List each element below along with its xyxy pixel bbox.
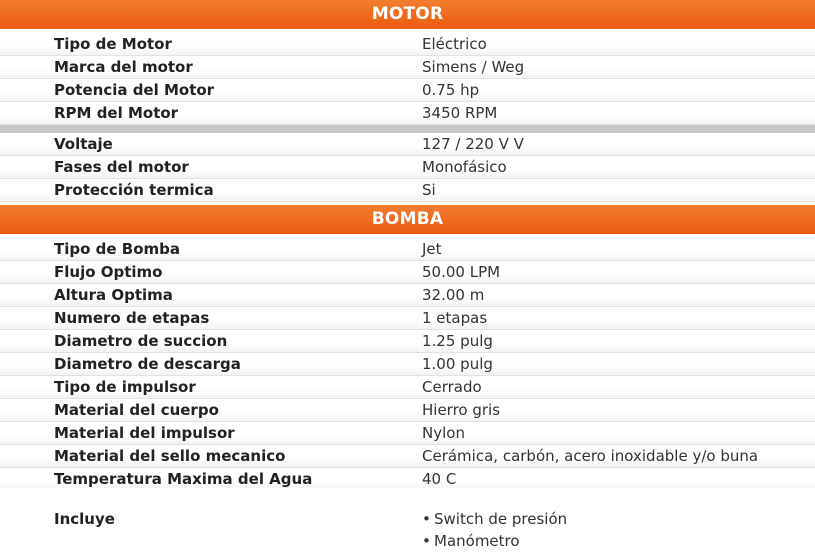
spec-label: Temperatura Maxima del Agua [54,470,313,488]
spec-label: Flujo Optimo [54,263,163,281]
spec-label: Potencia del Motor [54,81,215,99]
list-item-text: Switch de presión [434,510,568,528]
spec-value: Cerrado [422,378,482,396]
spec-row-proteccion-termica [0,179,815,202]
spec-row-tipo-de-bomba [0,238,815,261]
spec-row-material-del-impulsor [0,422,815,445]
spec-row-material-del-cuerpo [0,399,815,422]
incluye-list [422,508,567,552]
spec-value: 127 / 220 V V [422,135,524,153]
motor-section-header: MOTOR [0,0,815,29]
spec-row-tipo-de-motor [0,33,815,56]
spec-label: RPM del Motor [54,104,179,122]
spec-row-numero-de-etapas [0,307,815,330]
spec-row-flujo-optimo [0,261,815,284]
spec-value: Simens / Weg [422,58,525,76]
spec-row-potencia-del-motor [0,79,815,102]
spec-value: 1.25 pulg [422,332,493,350]
spec-label: Diametro de descarga [54,355,241,373]
spec-label: Tipo de Motor [54,35,172,53]
spec-value: 3450 RPM [422,104,498,122]
spec-value: 0.75 hp [422,81,480,99]
spec-row-diametro-de-descarga [0,353,815,376]
spec-row-altura-optima [0,284,815,307]
spec-value: Monofásico [422,158,507,176]
spec-label: Voltaje [54,135,113,153]
spec-row-fases-del-motor [0,156,815,179]
spec-value: 1 etapas [422,309,488,327]
spec-row-voltaje [0,133,815,156]
spec-label: Tipo de impulsor [54,378,196,396]
spec-label: Altura Optima [54,286,173,304]
spec-value: 32.00 m [422,286,485,304]
spec-value: 50.00 LPM [422,263,501,281]
spec-label: Marca del motor [54,58,193,76]
spec-row-rpm-del-motor [0,102,815,125]
spec-value: 1.00 pulg [422,355,493,373]
spec-label: Numero de etapas [54,309,210,327]
spec-label: Fases del motor [54,158,189,176]
spec-label: Material del impulsor [54,424,235,442]
list-item-text: Manómetro [434,532,520,550]
spec-value: Cerámica, carbón, acero inoxidable y/o buna [422,447,759,465]
section-divider [0,125,815,133]
spec-label: Protección termica [54,181,214,199]
spec-label: Material del sello mecanico [54,447,286,465]
bomba-section-header: BOMBA [0,205,815,234]
spec-row-tipo-de-impulsor [0,376,815,399]
spec-value: Nylon [422,424,465,442]
spec-value: Eléctrico [422,35,487,53]
spec-label: Tipo de Bomba [54,240,180,258]
bullet-icon: • [422,532,431,550]
spec-label: Material del cuerpo [54,401,219,419]
list-item [422,508,567,530]
spec-value: Jet [422,240,442,258]
spec-value: Hierro gris [422,401,501,419]
spec-row-marca-del-motor [0,56,815,79]
bullet-icon: • [422,510,431,528]
spec-label: Diametro de succion [54,332,228,350]
spec-row-diametro-de-succion [0,330,815,353]
spec-row-material-del-sello-mecanico [0,445,815,468]
spec-value: Si [422,181,436,199]
spec-value: 40 C [422,470,457,488]
incluye-section [0,488,815,549]
incluye-label: Incluye [54,510,115,528]
